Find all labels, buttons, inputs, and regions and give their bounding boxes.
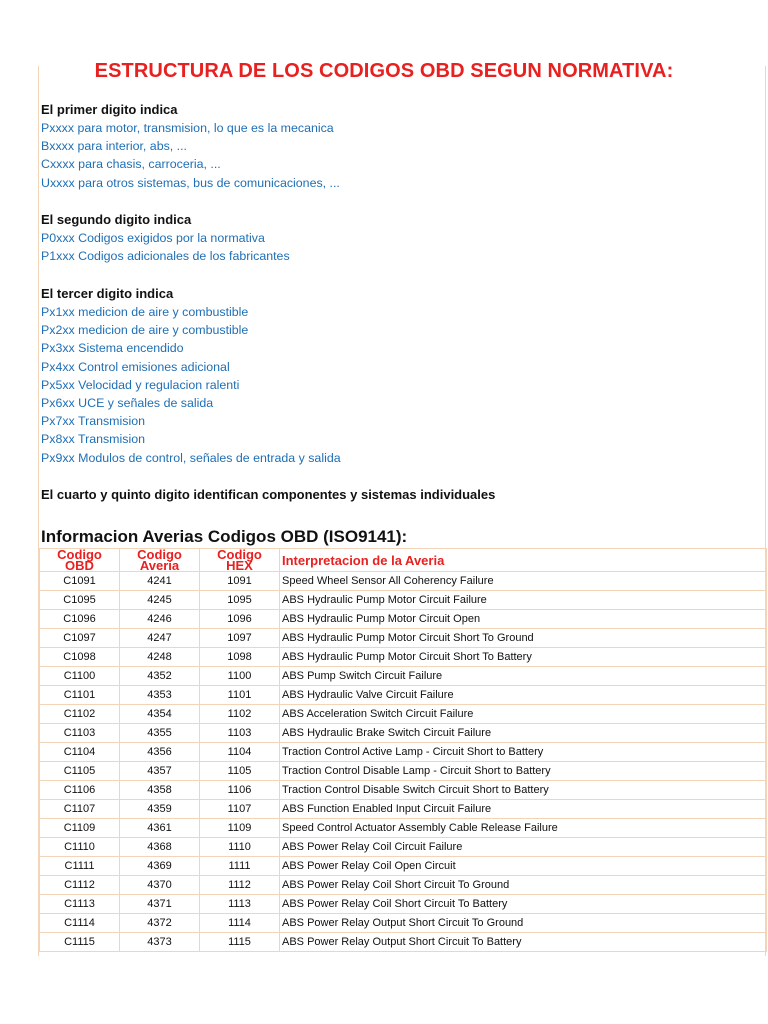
cell-interpretacion: ABS Hydraulic Valve Circuit Failure [280,686,767,705]
cell-codigo-obd: C1095 [40,591,120,610]
section-line: Px3xx Sistema encendido [41,341,184,356]
cell-codigo-obd: C1097 [40,629,120,648]
section-line: Pxxxx para motor, transmision, lo que es la mecanica [41,121,334,135]
table-row [40,857,767,876]
cell-codigo-hex: 1115 [200,933,280,952]
cell-interpretacion: ABS Power Relay Coil Short Circuit To Ground [280,876,767,895]
cell-codigo-obd: C1103 [40,724,120,743]
section-heading: El primer digito indica [41,102,178,117]
cell-interpretacion: ABS Power Relay Output Short Circuit To Ground [280,914,767,933]
cell-codigo-hex: 1102 [200,705,280,724]
cell-interpretacion: ABS Hydraulic Brake Switch Circuit Failure [280,724,767,743]
cell-interpretacion: Traction Control Disable Switch Circuit Short to Battery [280,781,767,800]
table-row [40,610,767,629]
cell-codigo-obd: C1112 [40,876,120,895]
cell-codigo-averia: 4358 [120,781,200,800]
table-row [40,743,767,762]
table-row [40,933,767,952]
cell-interpretacion: Traction Control Disable Lamp - Circuit Short to Battery [280,762,767,781]
cell-codigo-hex: 1112 [200,876,280,895]
section-line: P1xxx Codigos adicionales de los fabricantes [41,249,290,264]
cell-interpretacion: Speed Control Actuator Assembly Cable Release Failure [280,819,767,838]
cell-interpretacion: ABS Hydraulic Pump Motor Circuit Short To Battery [280,648,767,667]
table-row [40,895,767,914]
cell-codigo-averia: 4248 [120,648,200,667]
cell-interpretacion: ABS Hydraulic Pump Motor Circuit Failure [280,591,767,610]
section-line: Cxxxx para chasis, carroceria, ... [41,157,221,172]
cell-codigo-averia: 4241 [120,572,200,591]
cell-codigo-hex: 1106 [200,781,280,800]
cell-codigo-averia: 4356 [120,743,200,762]
section-first-digit [41,101,340,192]
table-row [40,838,767,857]
table-row [40,648,767,667]
cell-codigo-averia: 4368 [120,838,200,857]
cell-codigo-averia: 4373 [120,933,200,952]
cell-codigo-hex: 1103 [200,724,280,743]
cell-codigo-averia: 4352 [120,667,200,686]
cell-codigo-obd: C1111 [40,857,120,876]
table-row [40,762,767,781]
cell-codigo-obd: C1105 [40,762,120,781]
section-line: Px1xx medicion de aire y combustible [41,305,249,319]
cell-interpretacion: ABS Power Relay Coil Short Circuit To Battery [280,895,767,914]
section-line: Bxxxx para interior, abs, ... [41,139,187,154]
cell-codigo-obd: C1109 [40,819,120,838]
cell-codigo-averia: 4370 [120,876,200,895]
cell-codigo-obd: C1114 [40,914,120,933]
cell-codigo-hex: 1100 [200,667,280,686]
cell-interpretacion: ABS Function Enabled Input Circuit Failure [280,800,767,819]
cell-codigo-averia: 4354 [120,705,200,724]
section-line: Px8xx Transmision [41,432,145,447]
cell-codigo-hex: 1109 [200,819,280,838]
table-row [40,876,767,895]
cell-codigo-averia: 4247 [120,629,200,648]
table-row [40,914,767,933]
cell-interpretacion: ABS Power Relay Coil Circuit Failure [280,838,767,857]
obd-codes-table [39,548,767,952]
cell-interpretacion: ABS Acceleration Switch Circuit Failure [280,705,767,724]
table-body [40,572,767,952]
cell-codigo-hex: 1105 [200,762,280,781]
cell-codigo-obd: C1102 [40,705,120,724]
cell-codigo-obd: C1110 [40,838,120,857]
section-second-digit [41,211,290,265]
cell-codigo-averia: 4369 [120,857,200,876]
cell-codigo-hex: 1104 [200,743,280,762]
cell-codigo-hex: 1111 [200,857,280,876]
cell-interpretacion: ABS Hydraulic Pump Motor Circuit Open [280,610,767,629]
cell-codigo-averia: 4357 [120,762,200,781]
cell-codigo-obd: C1098 [40,648,120,667]
cell-codigo-averia: 4246 [120,610,200,629]
header-codigo-obd: Codigo OBD [40,549,120,572]
cell-interpretacion: Speed Wheel Sensor All Coherency Failure [280,572,767,591]
cell-interpretacion: ABS Hydraulic Pump Motor Circuit Short To Ground [280,629,767,648]
cell-codigo-obd: C1106 [40,781,120,800]
section-heading: El segundo digito indica [41,212,192,227]
cell-interpretacion: ABS Pump Switch Circuit Failure [280,667,767,686]
cell-codigo-hex: 1098 [200,648,280,667]
table-row [40,724,767,743]
cell-codigo-obd: C1113 [40,895,120,914]
header-codigo-hex: Codigo HEX [200,549,280,572]
cell-codigo-hex: 1107 [200,800,280,819]
section-line: Px2xx medicion de aire y combustible [41,323,249,338]
section-line: Px9xx Modulos de control, señales de entrada y salida [41,450,341,465]
table-header-row [40,549,767,572]
table-row [40,591,767,610]
cell-codigo-obd: C1101 [40,686,120,705]
section-third-digit [41,285,341,467]
section-line: Uxxxx para otros sistemas, bus de comunicaciones, ... [41,175,340,190]
digits-note: El cuarto y quinto digito identifican componentes y sistemas individuales [41,487,496,502]
cell-codigo-averia: 4353 [120,686,200,705]
header-interpretacion: Interpretacion de la Averia [280,549,767,572]
table-row [40,629,767,648]
table-row [40,819,767,838]
cell-codigo-hex: 1110 [200,838,280,857]
cell-codigo-hex: 1095 [200,591,280,610]
cell-codigo-hex: 1097 [200,629,280,648]
table-row [40,667,767,686]
cell-codigo-hex: 1091 [200,572,280,591]
cell-codigo-averia: 4245 [120,591,200,610]
table-row [40,781,767,800]
cell-interpretacion: ABS Power Relay Output Short Circuit To Battery [280,933,767,952]
section-heading: El tercer digito indica [41,286,174,301]
table-title: Informacion Averias Codigos OBD (ISO9141): [41,527,408,546]
cell-codigo-obd: C1091 [40,572,120,591]
section-line: Px5xx Velocidad y regulacion ralenti [41,377,240,392]
section-line: Px7xx Transmision [41,414,145,429]
section-line: Px4xx Control emisiones adicional [41,359,230,374]
cell-codigo-averia: 4355 [120,724,200,743]
cell-codigo-averia: 4359 [120,800,200,819]
cell-codigo-obd: C1096 [40,610,120,629]
cell-codigo-obd: C1107 [40,800,120,819]
cell-codigo-obd: C1115 [40,933,120,952]
cell-codigo-obd: C1100 [40,667,120,686]
cell-interpretacion: Traction Control Active Lamp - Circuit Short to Battery [280,743,767,762]
section-line: Px6xx UCE y señales de salida [41,395,214,410]
header-codigo-averia: Codigo Averia [120,549,200,572]
table-row [40,572,767,591]
cell-codigo-averia: 4361 [120,819,200,838]
cell-interpretacion: ABS Power Relay Coil Open Circuit [280,857,767,876]
cell-codigo-obd: C1104 [40,743,120,762]
cell-codigo-hex: 1096 [200,610,280,629]
section-line: P0xxx Codigos exigidos por la normativa [41,231,265,245]
cell-codigo-hex: 1114 [200,914,280,933]
table-row [40,686,767,705]
cell-codigo-averia: 4371 [120,895,200,914]
cell-codigo-averia: 4372 [120,914,200,933]
page-title: ESTRUCTURA DE LOS CODIGOS OBD SEGUN NORMATIVA: [94,60,674,82]
cell-codigo-hex: 1101 [200,686,280,705]
cell-codigo-hex: 1113 [200,895,280,914]
table-row [40,800,767,819]
table-row [40,705,767,724]
